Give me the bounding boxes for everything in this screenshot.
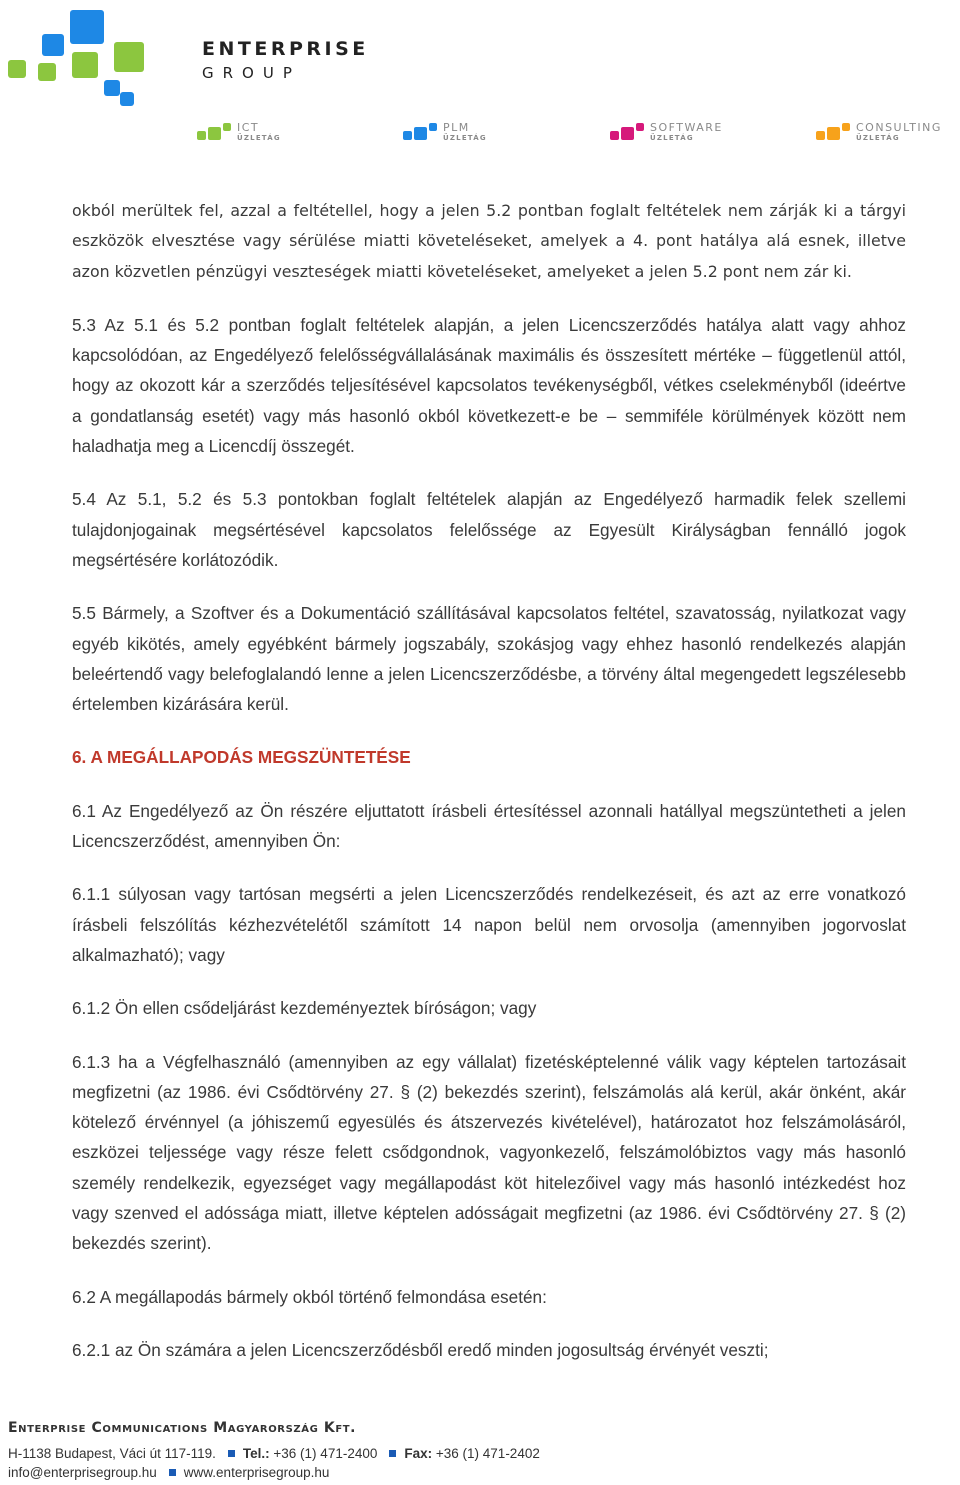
footer-website[interactable]: www.enterprisegroup.hu bbox=[183, 1465, 330, 1480]
bullet-square-icon bbox=[228, 1450, 235, 1457]
footer-fax: +36 (1) 471-2402 bbox=[435, 1446, 540, 1461]
footer-email[interactable]: info@enterprisegroup.hu bbox=[8, 1465, 157, 1480]
bullet-square-icon bbox=[169, 1469, 176, 1476]
enterprise-group-logo-icon bbox=[8, 8, 148, 108]
tel-label: Tel.: bbox=[242, 1446, 270, 1461]
footer-contact-line bbox=[8, 1446, 540, 1461]
paragraph-6-1-2: 6.1.2 Ön ellen csődeljárást kezdeményeztek bíróságon; vagy bbox=[72, 998, 537, 1019]
plm-squares-icon bbox=[403, 123, 439, 143]
software-squares-icon bbox=[610, 123, 646, 143]
division-sub: ÜZLETÁG bbox=[443, 134, 487, 142]
brand-name: ENTERPRISE bbox=[202, 38, 369, 60]
section-heading-6: 6. A MEGÁLLAPODÁS MEGSZÜNTETÉSE bbox=[72, 747, 411, 768]
paragraph-5-5: 5.5 Bármely, a Szoftver és a Dokumentáció szállításával kapcsolatos feltétel, szavatosság, nyilatkozat vagy egyéb kikötés, amely egyébként bármely jogszabály, szokásjog vagy ehhez hasonló rendelkezés alapján beleértendő vagy belefoglalandó lenne a jelen Licencszerződésbe, a törvény által megengedett legszélesebb értelemben kizárására kerül. bbox=[72, 603, 906, 715]
ict-squares-icon bbox=[197, 123, 233, 143]
division-name: SOFTWARE bbox=[650, 121, 723, 134]
paragraph-6-2-1: 6.2.1 az Ön számára a jelen Licencszerződésből eredő minden jogosultság érvényét veszti; bbox=[72, 1339, 769, 1360]
footer-company-name: Enterprise Communications Magyarország Kft. bbox=[8, 1420, 357, 1436]
consulting-squares-icon bbox=[816, 123, 852, 143]
paragraph-6-2: 6.2 A megállapodás bármely okból történő felmondása esetén: bbox=[72, 1286, 547, 1307]
paragraph-5-2-continued: okból merültek fel, azzal a feltétellel, hogy a jelen 5.2 pontban foglalt feltételek nem zárják ki a tárgyi eszközök elvesztése vagy sérülése miatti követeléseket, amelyek a 4. pont hatálya alá esnek, illetve azon közvetlen pénzügyi veszteségek miatti követeléseket, amelyeket a jelen 5.2 pont nem zár ki. bbox=[72, 201, 906, 281]
paragraph-5-4: 5.4 Az 5.1, 5.2 és 5.3 pontokban foglalt feltételek alapján az Engedélyező harmadik felek szellemi tulajdonjogainak megsértésével kapcsolatos felelőssége az Egyesült Királyságban fennálló jogok megsértésére korlátozódik. bbox=[72, 489, 906, 570]
paragraph-6-1-3: 6.1.3 ha a Végfelhasználó (amennyiben az egy vállalat) fizetésképtelenné válik vagy képtelen tartozásait megfizetni (az 1986. évi Csődtörvény 27. § (2) bekezdés szerint), felszámolás alá kerül, akár önként, akár kötelező érvénnyel (a jóhiszemű egyesülés és átszervezés kivételével), határozatot hoz felszámolásáról, eszközei teljessége vagy része felett csődgondnok, vagyonkezelő, felszámolóbiztos vagy más hasonló személy rendelkezik, egyezséget vagy megállapodást köt hitelezőivel vagy más hasonló intézkedést hoz vagy szenved el adóssága miatt, illetve képtelen adósságait megfizetni (az 1986. évi Csődtörvény 27. § (2) bekezdés szerint). bbox=[72, 1051, 906, 1254]
paragraph-5-3: 5.3 Az 5.1 és 5.2 pontban foglalt feltételek alapján, a jelen Licencszerződés hatálya alatt vagy ahhoz kapcsolódóan, az Engedélyező felelősségvállalásának maximális és összesített mértéke – függetlenül attól, hogy az okozott kár a szerződés teljesítésével kapcsolatos tevékenységből, vétkes cselekményből (ideértve a gondatlanság esetét) vagy más hasonló okból következett-e be – semmiféle körülmények között nem haladhatja meg a Licencdíj összegét. bbox=[72, 314, 906, 457]
paragraph-6-1: 6.1 Az Engedélyező az Ön részére eljuttatott írásbeli értesítéssel azonnali hatállyal megszüntetheti a jelen Licencszerződést, amennyiben Ön: bbox=[72, 800, 906, 852]
fax-label: Fax: bbox=[404, 1446, 433, 1461]
footer-address: H-1138 Budapest, Váci út 117-119. bbox=[8, 1446, 216, 1461]
brand-subtitle: GROUP bbox=[202, 64, 301, 82]
division-name: CONSULTING bbox=[856, 121, 942, 134]
division-sub: ÜZLETÁG bbox=[237, 134, 281, 142]
bullet-square-icon bbox=[389, 1450, 396, 1457]
footer-web-line bbox=[8, 1465, 329, 1480]
division-name: ICT bbox=[237, 121, 260, 134]
document-body bbox=[72, 196, 906, 1388]
footer-phone: +36 (1) 471-2400 bbox=[273, 1446, 378, 1461]
paragraph-6-1-1: 6.1.1 súlyosan vagy tartósan megsérti a jelen Licencszerződés rendelkezéseit, és azt az erre vonatkozó írásbeli felszólítás kézhezvételétől számított 14 napon belül nem orvosolja (amennyiben jogorvoslat alkalmazható); vagy bbox=[72, 884, 906, 965]
division-name: PLM bbox=[443, 121, 470, 134]
division-sub: ÜZLETÁG bbox=[856, 134, 900, 142]
division-sub: ÜZLETÁG bbox=[650, 134, 694, 142]
